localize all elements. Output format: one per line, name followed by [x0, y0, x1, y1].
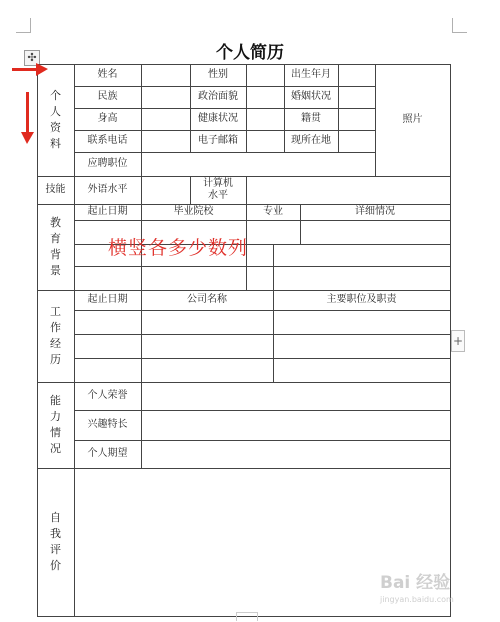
table-rule [141, 64, 142, 153]
label-language: 外语水平 [87, 184, 128, 195]
table-rule [74, 358, 451, 359]
label-native-place: 籍贯 [301, 113, 321, 124]
label-honors: 个人荣誉 [87, 390, 128, 401]
table-rule [141, 152, 142, 177]
table-rule [273, 244, 274, 291]
section-ability-label: 能 力 情 况 [50, 394, 61, 455]
section-self-eval-label: 自 我 评 价 [50, 511, 61, 572]
label-residence: 现所在地 [291, 135, 331, 146]
table-rule [74, 266, 451, 267]
page-footer-mark [236, 612, 258, 621]
annotation-text: 横竖各多少数列 [108, 237, 249, 259]
table-rule [141, 176, 142, 205]
section-education [37, 204, 74, 290]
label-ethnicity: 民族 [97, 91, 118, 102]
photo-cell[interactable]: 照片 [402, 114, 423, 125]
section-ability [37, 382, 74, 468]
watermark-brand: Bai 经验 [380, 573, 451, 593]
table-move-icon[interactable]: ✣ [24, 50, 40, 66]
edu-header-dates: 起止日期 [87, 206, 128, 217]
label-height: 身高 [97, 113, 118, 124]
label-phone: 联系电话 [87, 135, 128, 146]
label-computer: 计算机 水平 [203, 178, 233, 201]
table-rule [141, 382, 142, 469]
work-header-duties: 主要职位及职责 [326, 294, 397, 305]
section-work [37, 290, 74, 382]
arrow-right-icon [12, 68, 36, 71]
watermark-url: jingyan.baidu.com [380, 595, 454, 604]
add-column-icon[interactable]: + [451, 330, 465, 352]
table-rule [74, 220, 451, 221]
edu-header-details: 详细情况 [355, 206, 395, 217]
table-rule [450, 64, 451, 617]
label-political: 政治面貌 [198, 91, 238, 102]
section-skills: 技能 [45, 184, 66, 195]
document-title: 个人简历 [216, 43, 284, 63]
crop-mark-top-right [452, 18, 467, 33]
label-expectations: 个人期望 [87, 448, 128, 459]
edu-header-school: 毕业院校 [173, 206, 214, 217]
section-education-label: 教 育 背 景 [50, 216, 61, 277]
arrow-down-icon [26, 92, 29, 132]
table-rule [37, 468, 451, 469]
label-email: 电子邮箱 [198, 135, 238, 146]
work-header-dates: 起止日期 [87, 294, 128, 305]
label-name: 姓名 [97, 69, 118, 80]
table-rule [246, 176, 247, 205]
watermark [380, 568, 490, 614]
section-self-eval [37, 468, 74, 616]
table-rule [338, 64, 339, 153]
table-rule [246, 64, 247, 153]
section-work-label: 工 作 经 历 [50, 305, 61, 366]
crop-mark-top-left [16, 18, 31, 33]
table-rule [74, 334, 451, 335]
edu-header-major: 专业 [263, 206, 283, 217]
label-health: 健康状况 [198, 113, 238, 124]
label-gender: 性别 [208, 69, 228, 80]
table-rule [74, 310, 451, 311]
work-header-company: 公司名称 [187, 294, 227, 305]
label-position: 应聘职位 [87, 158, 128, 169]
section-personal-label: 个 人 资 料 [50, 89, 61, 150]
label-interests: 兴趣特长 [87, 419, 128, 430]
label-marital: 婚姻状况 [291, 91, 331, 102]
label-birth: 出生年月 [291, 69, 331, 80]
section-personal [37, 64, 74, 176]
